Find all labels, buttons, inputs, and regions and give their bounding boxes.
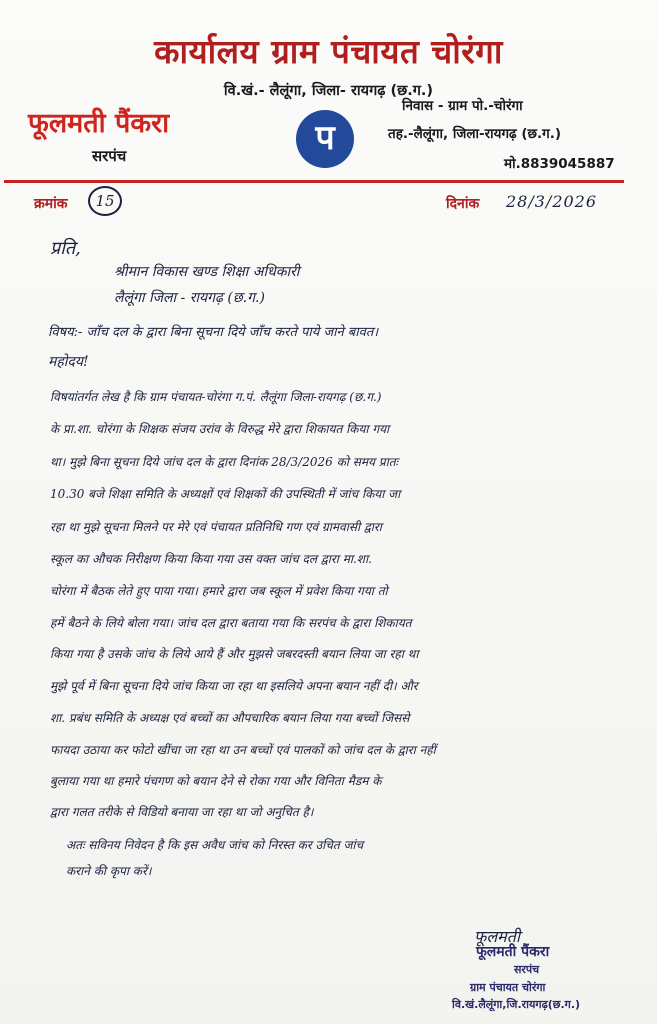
date-value: 28/3/2026: [506, 192, 598, 211]
body-line: विषयांतर्गत लेख है कि ग्राम पंचायत-चोरंगा ग.पं. लैलूंगा जिला-रायगढ़ (छ.ग.): [50, 390, 382, 404]
salutation: महोदय!: [48, 354, 89, 370]
address-line-1: निवास - ग्राम पो.-चोरंगा: [402, 98, 523, 114]
body-line: बुलाया गया था हमारे पंचगण को बयान देने से रोका गया और विनिता मैडम के: [50, 774, 382, 788]
body-line: 10.30 बजे शिक्षा समिति के अध्यक्षों एवं शिक्षकों की उपस्थिती में जांच किया जा: [50, 487, 401, 501]
office-title: कार्यालय ग्राम पंचायत चोरंगा: [154, 32, 503, 71]
body-line: मुझे पूर्व में बिना सूचना दिये जांच किया जा रहा था इसलिये अपना बयान नहीं दी। और: [50, 679, 418, 693]
body-line: चोरंगा में बैठक लेते हुए पाया गया। हमारे द्वारा जब स्कूल में प्रवेश किया गया तो: [50, 584, 388, 598]
recipient-to: प्रति,: [50, 238, 81, 259]
mobile-number: मो.8839045887: [504, 156, 615, 172]
recipient-line-2: लैलूंगा जिला - रायगढ़ (छ.ग.): [114, 290, 265, 306]
body-line: फायदा उठाया कर फोटो खींचा जा रहा था उन बच्चों एवं पालकों को जांच दल के द्वारा नहीं: [50, 743, 436, 757]
recipient-line-1: श्रीमान विकास खण्ड शिक्षा अधिकारी: [114, 264, 300, 280]
body-line: शा. प्रबंध समिति के अध्यक्ष एवं बच्चों का औपचारिक बयान लिया गया बच्चों जिससे: [50, 711, 410, 725]
sarpanch-name: फूलमती पैंकरा: [28, 108, 170, 139]
signatory-designation: सरपंच: [514, 963, 540, 976]
sarpanch-designation: सरपंच: [92, 147, 127, 165]
body-line: किया गया है उसके जांच के लिये आये हैं और मुझसे जबरदस्ती बयान लिया जा रहा था: [50, 647, 419, 661]
letterhead-divider: [4, 180, 624, 183]
body-line: हमें बैठने के लिये बोला गया। जांच दल द्वारा बताया गया कि सरपंच के द्वारा शिकायत: [50, 616, 412, 630]
body-line: के प्रा.शा. चोरंगा के शिक्षक संजय उरांव के विरुद्ध मेरे द्वारा शिकायत किया गया: [50, 422, 390, 436]
signature-scribble: फूलमती: [474, 927, 521, 946]
reference-label: क्रमांक: [34, 196, 68, 212]
office-subtitle: वि.खं.- लैलूंगा, जिला- रायगढ़ (छ.ग.): [223, 83, 434, 99]
body-line: द्वारा गलत तरीके से विडियो बनाया जा रहा था जो अनुचित है।: [50, 805, 314, 819]
prayer-line: अतः सविनय निवेदन है कि इस अवैध जांच को निरस्त कर उचित जांच: [66, 838, 364, 852]
address-line-2: तह.-लैलूंगा, जिला-रायगढ़ (छ.ग.): [388, 126, 562, 142]
prayer-line: कराने की कृपा करें।: [66, 864, 152, 878]
letter-subject: विषय:- जाँच दल के द्वारा बिना सूचना दिये जाँच करते पाये जाने बावत।: [48, 325, 379, 340]
date-label: दिनांक: [446, 196, 480, 212]
panchayat-logo-icon: प: [296, 110, 354, 168]
signatory-name: फूलमती पैंकरा: [476, 944, 550, 960]
body-line: था। मुझे बिना सूचना दिये जांच दल के द्वारा दिनांक 28/3/2026 को समय प्रातः: [50, 455, 398, 469]
body-line: रहा था मुझे सूचना मिलने पर मेरे एवं पंचायत प्रतिनिधि गण एवं ग्रामवासी द्वारा: [50, 520, 382, 534]
stamp-panchayat: ग्राम पंचायत चोरंगा: [470, 981, 546, 994]
body-line: स्कूल का औचक निरीक्षण किया किया गया उस वक्त जांच दल द्वारा मा.शा.: [50, 552, 372, 566]
stamp-location: वि.खं.लैलूंगा,जि.रायगढ़(छ.ग.): [452, 998, 581, 1011]
reference-number: 15: [88, 186, 122, 216]
